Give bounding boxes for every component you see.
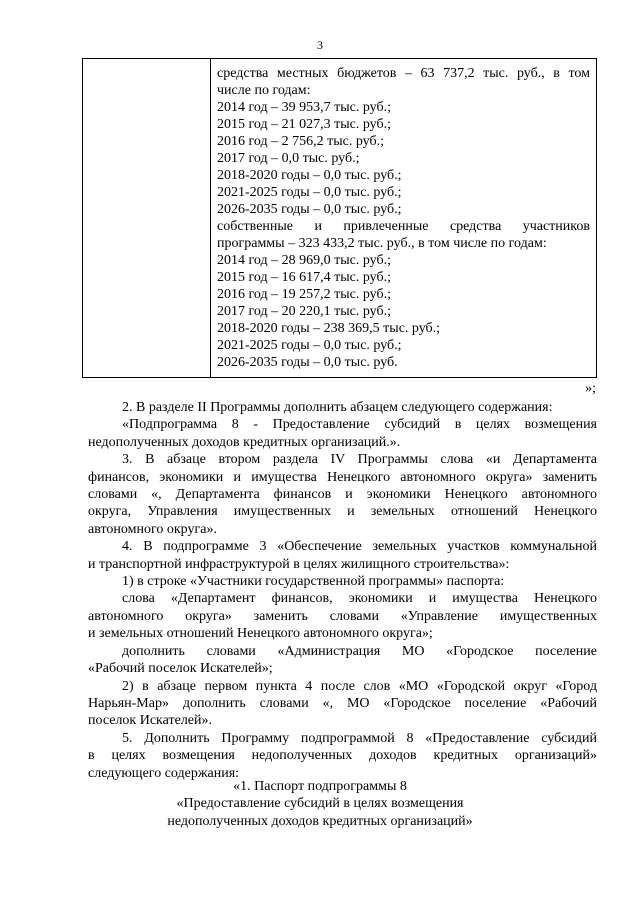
paragraph-line: 5. Дополнить Программу подпрограммой 8 «Предоставление субсидий: [122, 730, 597, 746]
closing-quote: »;: [585, 381, 596, 396]
table-line: 2015 год – 16 617,4 тыс. руб.;: [217, 270, 391, 285]
table-line: 2017 год – 0,0 тыс. руб.;: [217, 151, 360, 166]
table-line: 2018-2020 годы – 0,0 тыс. руб.;: [217, 168, 402, 183]
paragraph-line: поселок Искателей».: [88, 713, 213, 729]
paragraph-line: 4. В подпрограмме 3 «Обеспечение земельных участков коммунальной: [122, 539, 597, 555]
paragraph-line: слова «Департамент финансов, экономики и имущества Ненецкого: [122, 591, 597, 607]
paragraph-line: автономного округа» заменить словами «Управление имущественных: [88, 608, 597, 624]
table-line: числе по годам:: [217, 83, 311, 98]
paragraph-line: словами «, Департамента финансов и экономики Ненецкого автономного: [88, 487, 597, 503]
passport-table: [82, 58, 597, 378]
heading-line: недополученных доходов кредитных организаций»: [167, 813, 473, 829]
table-line: 2015 год – 21 027,3 тыс. руб.;: [217, 117, 391, 132]
table-line: 2021-2025 годы – 0,0 тыс. руб.;: [217, 338, 402, 353]
paragraph-line: и транспортной инфраструктурой в целях жилищного строительства»:: [88, 556, 510, 572]
table-line: 2017 год – 20 220,1 тыс. руб.;: [217, 304, 391, 319]
paragraph-line: Нарьян-Мар» дополнить словами «, МО «Городское поселение «Рабочий: [88, 695, 597, 711]
paragraph-line: дополнить словами «Администрация МО «Городское поселение: [122, 643, 597, 659]
paragraph-line: 2) в абзаце первом пункта 4 после слов «МО «Городской округ «Город: [122, 678, 597, 694]
table-line: собственные и привлеченные средства участников: [217, 219, 590, 234]
paragraph-line: «Подпрограмма 8 - Предоставление субсидий в целях возмещения: [122, 417, 597, 433]
paragraph-line: недополученных доходов кредитных организаций.».: [88, 434, 401, 450]
table-line: 2026-2035 годы – 0,0 тыс. руб.: [217, 355, 398, 370]
paragraph-line: автономного округа».: [88, 521, 217, 537]
paragraph-line: «Рабочий поселок Искателей»;: [88, 661, 273, 677]
table-line: 2014 год – 28 969,0 тыс. руб.;: [217, 253, 391, 268]
table-line: 2014 год – 39 953,7 тыс. руб.;: [217, 100, 391, 115]
paragraph-line: 3. В абзаце втором раздела IV Программы слова «и Департамента: [122, 452, 597, 468]
heading-line: «1. Паспорт подпрограммы 8: [233, 779, 407, 794]
table-line: 2021-2025 годы – 0,0 тыс. руб.;: [217, 185, 402, 200]
page-number: 3: [317, 38, 323, 52]
column-divider: [210, 59, 211, 377]
table-line: 2016 год – 2 756,2 тыс. руб.;: [217, 134, 384, 149]
heading-line: «Предоставление субсидий в целях возмещения: [176, 796, 464, 812]
funding-cell: [217, 65, 590, 371]
paragraph-line: в целях возмещения недополученных доходов кредитных организаций»: [88, 748, 597, 764]
paragraph-line: следующего содержания:: [88, 765, 240, 781]
document-body: [88, 399, 597, 782]
paragraph-line: округа, Управления имущественных и земельных отношений Ненецкого: [88, 504, 597, 520]
paragraph-line: 1) в строке «Участники государственной программы» паспорта:: [122, 574, 505, 590]
paragraph-line: 2. В разделе II Программы дополнить абзацем следующего содержания:: [122, 400, 553, 415]
subprogram-passport-heading: [0, 778, 640, 830]
table-line: средства местных бюджетов – 63 737,2 тыс. руб., в том: [217, 66, 590, 81]
paragraph-line: и земельных отношений Ненецкого автономного округа»;: [88, 626, 433, 642]
table-line: программы – 323 433,2 тыс. руб., в том числе по годам:: [217, 236, 547, 251]
paragraph-line: финансов, экономики и имущества Ненецкого автономного округа» заменить: [88, 469, 597, 485]
table-line: 2016 год – 19 257,2 тыс. руб.;: [217, 287, 391, 302]
table-line: 2018-2020 годы – 238 369,5 тыс. руб.;: [217, 321, 441, 336]
table-line: 2026-2035 годы – 0,0 тыс. руб.;: [217, 202, 402, 217]
